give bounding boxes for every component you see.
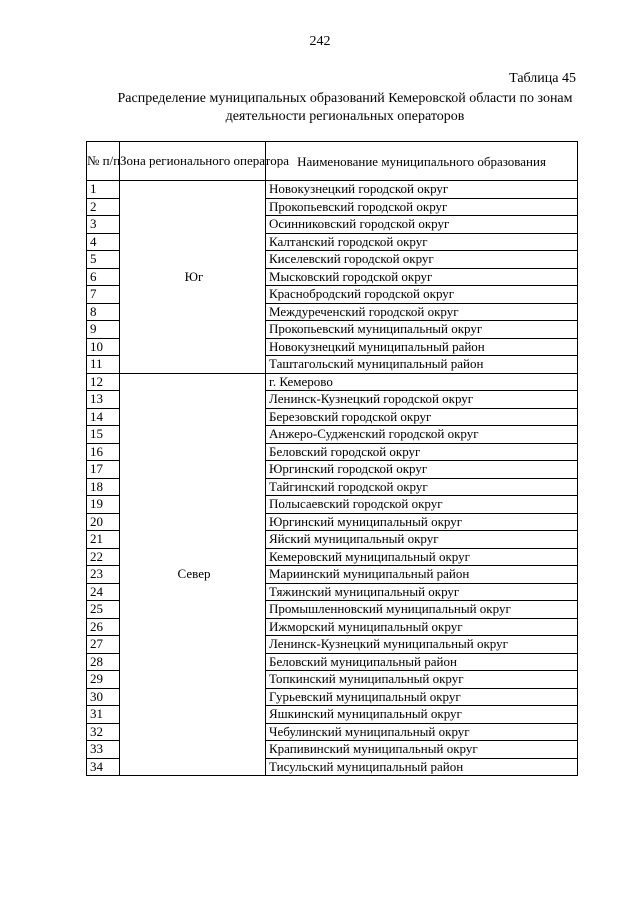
municipality-name: Юргинский городской округ (266, 461, 578, 479)
municipality-name: Анжеро-Судженский городской округ (266, 426, 578, 444)
page-number: 242 (309, 34, 331, 49)
municipality-name: Яшкинский муниципальный округ (266, 706, 578, 724)
row-number: 20 (87, 513, 120, 531)
municipality-name: Осинниковский городской округ (266, 216, 578, 234)
row-number: 17 (87, 461, 120, 479)
municipality-name: Мысковский городской округ (266, 268, 578, 286)
municipality-name: Чебулинский муниципальный округ (266, 723, 578, 741)
table-label: Таблица 45 (509, 71, 576, 86)
table-row (87, 373, 578, 391)
row-number: 7 (87, 286, 120, 304)
row-number: 9 (87, 321, 120, 339)
row-number: 22 (87, 548, 120, 566)
municipality-name: Прокопьевский городской округ (266, 198, 578, 216)
row-number: 4 (87, 233, 120, 251)
municipality-name: Калтанский городской округ (266, 233, 578, 251)
municipality-name: Березовский городской округ (266, 408, 578, 426)
row-number: 18 (87, 478, 120, 496)
municipality-name: Таштагольский муниципальный район (266, 356, 578, 374)
municipality-name: Тайгинский городской округ (266, 478, 578, 496)
municipality-name: Новокузнецкий городской округ (266, 181, 578, 199)
row-number: 25 (87, 601, 120, 619)
row-number: 15 (87, 426, 120, 444)
municipality-name: Яйский муниципальный округ (266, 531, 578, 549)
row-number: 27 (87, 636, 120, 654)
row-number: 5 (87, 251, 120, 269)
row-number: 3 (87, 216, 120, 234)
municipality-name: Промышленновский муниципальный округ (266, 601, 578, 619)
row-number: 28 (87, 653, 120, 671)
municipality-name: Топкинский муниципальный округ (266, 671, 578, 689)
row-number: 19 (87, 496, 120, 514)
municipality-name: Междуреченский городской округ (266, 303, 578, 321)
municipality-name: Мариинский муниципальный район (266, 566, 578, 584)
row-number: 33 (87, 741, 120, 759)
row-number: 14 (87, 408, 120, 426)
row-number: 1 (87, 181, 120, 199)
municipality-name: Новокузнецкий муниципальный район (266, 338, 578, 356)
row-number: 11 (87, 356, 120, 374)
row-number: 13 (87, 391, 120, 409)
municipality-name: Ленинск-Кузнецкий муниципальный округ (266, 636, 578, 654)
table-row (87, 181, 578, 199)
row-number: 34 (87, 758, 120, 776)
header-municipality: Наименование муниципального образования (266, 142, 578, 181)
row-number: 10 (87, 338, 120, 356)
zone-cell: Юг (120, 181, 266, 374)
zone-cell: Север (120, 373, 266, 776)
row-number: 26 (87, 618, 120, 636)
municipality-name: Полысаевский городской округ (266, 496, 578, 514)
row-number: 32 (87, 723, 120, 741)
municipality-name: Юргинский муниципальный округ (266, 513, 578, 531)
municipality-name: Краснобродский городской округ (266, 286, 578, 304)
municipality-name: Беловский муниципальный район (266, 653, 578, 671)
row-number: 24 (87, 583, 120, 601)
row-number: 8 (87, 303, 120, 321)
municipality-name: Киселевский городской округ (266, 251, 578, 269)
row-number: 16 (87, 443, 120, 461)
municipality-name: Тисульский муниципальный район (266, 758, 578, 776)
row-number: 30 (87, 688, 120, 706)
row-number: 2 (87, 198, 120, 216)
municipality-name: Тяжинский муниципальный округ (266, 583, 578, 601)
table-header-row (87, 142, 578, 181)
municipality-name: Крапивинский муниципальный округ (266, 741, 578, 759)
municipality-name: Прокопьевский муниципальный округ (266, 321, 578, 339)
row-number: 23 (87, 566, 120, 584)
municipality-name: Ижморский муниципальный округ (266, 618, 578, 636)
header-number: № п/п (87, 142, 120, 181)
municipality-name: Гурьевский муниципальный округ (266, 688, 578, 706)
row-number: 12 (87, 373, 120, 391)
municipality-name: Кемеровский муниципальный округ (266, 548, 578, 566)
table-caption: Распределение муниципальных образований Кемеровской области по зонам деятельности региональных операторов (117, 91, 573, 124)
municipality-name: г. Кемерово (266, 373, 578, 391)
row-number: 6 (87, 268, 120, 286)
header-zone: Зона регионального оператора (120, 142, 266, 181)
municipality-name: Беловский городской округ (266, 443, 578, 461)
municipality-name: Ленинск-Кузнецкий городской округ (266, 391, 578, 409)
row-number: 21 (87, 531, 120, 549)
table-body (87, 181, 578, 776)
row-number: 29 (87, 671, 120, 689)
row-number: 31 (87, 706, 120, 724)
municipalities-table (86, 141, 578, 776)
